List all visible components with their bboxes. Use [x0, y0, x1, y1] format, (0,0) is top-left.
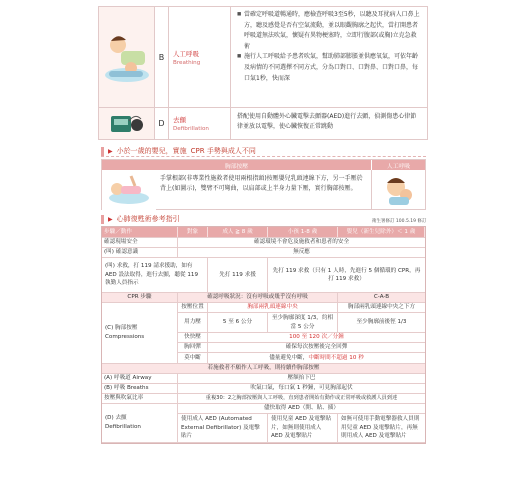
defib-label-zh: (D) 去顫: [105, 415, 127, 421]
ref-defib-group: [102, 404, 425, 443]
ref-col-infant: 嬰兒（新生兒除外）＜ 1 歲: [338, 227, 425, 237]
infant-compression-illustration: [102, 170, 156, 210]
ref-row-value: 吹氣口氣，每口氣 1 秒鐘，可見胸部起伏: [250, 385, 353, 392]
breathing-bullet-1: ■ 當確定呼吸道暢通時，應檢查呼吸3至5秒，以聽及耳扰病人口鼻上方，聽及感覺是否有空氣流動，並以眼觀胸廓之起伏，當打開患者呼吸道無法吹氣，懷疑有異物梗塞時，立即行腹部(或胸)立克急救術: [237, 10, 421, 52]
step-letter-b: B: [155, 7, 169, 107]
child-depth: 至少胸廓深度 1/3，約相當 5 公分: [268, 313, 338, 332]
reference-section-heading: [101, 214, 180, 224]
step-breathing-row: [99, 7, 427, 108]
ref-col-child: 小孩 1-8 歲: [268, 227, 338, 237]
ref-row-label: 確認現場安全: [102, 238, 178, 247]
compress-interrupt-row: [178, 353, 425, 363]
breathing-title-en: Breathing: [173, 59, 201, 66]
sub-label: 按壓位置: [178, 303, 208, 312]
compress-rate-row: [178, 333, 425, 343]
compress-depth-row: [178, 313, 425, 333]
ref-row-safety: [102, 238, 425, 248]
child-aed: 使用兒童 AED 及電擊貼片，如無則使用成人 AED 及電擊貼片: [268, 414, 338, 442]
infant-depth: 至少胸廓前後徑 1/3: [356, 319, 407, 326]
infant-breathing-illustration: [372, 170, 425, 210]
defib-top-row: [178, 404, 425, 414]
ref-row-value: 確認環境不會危及施救者和患者的安全: [253, 239, 350, 246]
ref-cab-sequence: C-A-B: [373, 294, 390, 301]
breathing-title-zh: 人工呼吸: [173, 49, 199, 58]
ref-col-adult: 成人 ≧ 8 歲: [208, 227, 268, 237]
ref-col-target: 對象: [178, 227, 208, 237]
sub-label: 快快壓: [178, 333, 208, 342]
ref-compressions-group: [102, 303, 425, 364]
infant-col-compression: 胸部按壓: [102, 160, 372, 170]
interruption-prefix: 儘量避免中斷，: [269, 354, 309, 361]
heading-bar: [101, 215, 104, 224]
defib-label-en: Defibrillation: [105, 424, 141, 430]
reference-note: 衛生署修訂 100.5.19 修訂: [372, 219, 427, 224]
infant-position: 胸部兩乳頭連線中央之下方: [347, 304, 416, 311]
ref-row-label: (叫) 求救，打 119 請求援助，如有 AED 設法取得，進行去顫，聽從 119 執勤人員指示: [102, 258, 208, 292]
compressions-label-en: Compressions: [105, 334, 145, 340]
breathing-bullet-2: ■ 施行人工呼吸給予患者吹氣，幫助肺部膨脹並供應氧氣，可依年齡及病情的不同選擇不同方式，分為口對口、口對鼻、口對口鼻，每口氣1秒，快而深: [237, 52, 421, 84]
step-letter-d: D: [155, 108, 169, 139]
defib-title-en: Defibrillation: [173, 126, 209, 132]
infant-col-breathing: 人工呼吸: [386, 163, 411, 170]
ref-row-label: (B) 呼吸 Breaths: [102, 384, 178, 393]
interruption-rule: [208, 353, 425, 363]
step-title-breathing: [169, 7, 231, 107]
infant-heading-suffix: CPR 手勢與成人不同: [190, 147, 256, 155]
ref-row-label: 按壓與吹氣比率: [102, 394, 178, 403]
aed-illustration: [99, 108, 155, 139]
step-title-defib: [169, 108, 231, 139]
ref-row-value: 確認呼吸狀況：沒有呼吸或幾乎沒有呼吸: [178, 293, 338, 302]
defib-label: [102, 404, 178, 442]
ref-row-value: 無反應: [293, 249, 310, 256]
heading-bar: [101, 147, 104, 156]
infant-table-header: [102, 160, 425, 170]
sub-label: 胸回彈: [178, 343, 208, 352]
heading-arrow-icon: ▶: [108, 215, 113, 223]
ref-row-label: (A) 呼吸道 Airway: [102, 374, 178, 383]
ref-row-consciousness: [102, 248, 425, 258]
reference-heading-text: 心肺復甦術參考指引: [116, 215, 180, 223]
infant-compression-desc: 手掌根部(非專業性施救者使用兩根指頭)按壓嬰兒乳頭連線下方，另一手壓於背上(如圖示)，雙臂不可彎曲，以肩部或上半身力量下壓，實行胸部按壓。: [156, 170, 372, 210]
ref-row-breaths: [102, 384, 425, 394]
defib-rows: [178, 404, 425, 442]
ref-row-untrained: [102, 364, 425, 374]
ref-row-call-help: [102, 258, 425, 293]
ref-child-infant-call: 先打 119 求救（只有 1 人時，先進行 5 個循環的 CPR，再打 119 求救）: [272, 267, 421, 282]
ref-row-airway: [102, 374, 425, 384]
infant-heading-prefix: 小於一歲的嬰兒，實施: [116, 147, 187, 155]
get-aed-note: 儘快取得 AED（開、貼、插）: [264, 405, 339, 412]
untrained-note: 若施救者不願作人工呼吸，則持續作胸部按壓: [207, 365, 320, 372]
ref-header-row: [102, 227, 425, 238]
defib-detail-row: [178, 414, 425, 442]
infant-divider: [101, 156, 426, 157]
compress-position-row: [178, 303, 425, 313]
ratio-text: 重複30：2之胸部按壓與人工呼吸，直到患者開始有動作或正常呼吸或救護人員到達: [205, 395, 398, 402]
ref-row-label: CPR 步驟: [102, 293, 178, 302]
cpr-steps-table: [98, 6, 428, 140]
breathing-bullets: [231, 7, 427, 107]
infant-cpr-table: [101, 159, 426, 210]
defib-title-zh: 去顫: [173, 116, 186, 124]
ref-row-label: (叫) 確認意識: [102, 248, 178, 257]
compressions-rows: [178, 303, 425, 363]
compression-rate: 100 至 120 次／分鐘: [289, 334, 344, 341]
chest-recoil: 確保每次按壓後完全回彈: [285, 344, 348, 351]
ref-row-cpr-steps: [102, 293, 425, 303]
compress-recoil-row: [178, 343, 425, 353]
cpr-reference-table: [101, 226, 426, 444]
sub-label: 莫中斷: [178, 353, 208, 363]
ref-row-ratio: [102, 394, 425, 404]
interruption-limit: 中斷時間不超過 10 秒: [308, 354, 364, 361]
infant-section-heading: [101, 146, 256, 156]
sub-label: 用力壓: [178, 313, 208, 332]
compressions-label: [102, 303, 178, 363]
adult-aed: 使用成人 AED (Automated External Defibrillator) 及電擊貼片: [178, 414, 268, 442]
breathing-illustration: [99, 7, 155, 107]
ref-row-value: 壓額抬下巴: [287, 375, 316, 382]
adult-depth: 5 至 6 公分: [208, 313, 268, 332]
adult-child-position: 胸部兩乳頭連線中央: [208, 303, 338, 312]
step-defib-row: [99, 108, 427, 139]
compressions-label-zh: (C) 胸部按壓: [105, 325, 138, 331]
infant-table-body: [102, 170, 425, 210]
ref-adult-call: 先打 119 求援: [208, 258, 268, 292]
defib-text: 搭配使用自動體外心臟電擊去顫器(AED)進行去顫，偵測傷患心律節律並放以電擊，使心臟恢復正常跳動: [237, 113, 417, 130]
ref-col-step: 步驟／動作: [102, 227, 178, 237]
infant-aed: 如無可使用手動電擊器救人員則用兒童 AED 及電擊貼片，再無則用成人 AED 及電擊貼片: [341, 416, 420, 440]
heading-arrow-icon: ▶: [108, 147, 113, 155]
